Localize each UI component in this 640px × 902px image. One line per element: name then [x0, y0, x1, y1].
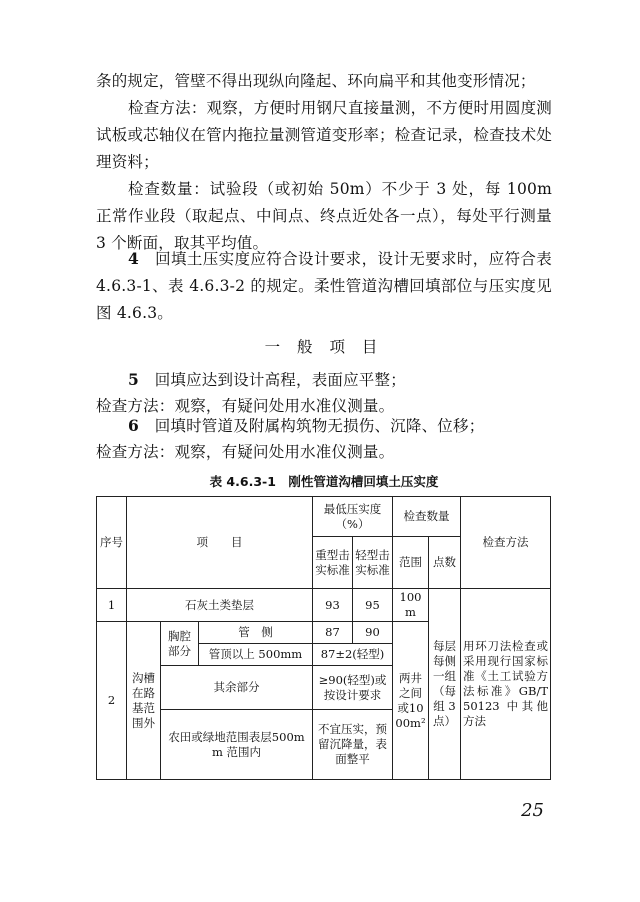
row-light: 90	[353, 622, 393, 644]
paragraph-deformation-rule: 条的规定，管壁不得出现纵向隆起、环向扁平和其他变形情况；	[96, 72, 536, 90]
row-heavy: 93	[313, 589, 353, 622]
row-value: 87±2(轻型)	[313, 644, 393, 666]
row-item: 石灰土类垫层	[127, 589, 313, 622]
paragraph-item-6	[96, 412, 552, 440]
table-header-row	[97, 497, 551, 537]
row-value: 不宜压实，预留沉降量，表面整平	[313, 710, 393, 780]
paragraph-item-5	[96, 366, 552, 394]
header-range: 范围	[393, 537, 429, 589]
section-heading: 一 般 项 目	[264, 338, 384, 356]
item-number: 4	[128, 249, 139, 268]
item-text: 回填土压实度应符合设计要求，设计无要求时，应符合表 4.6.3-1、表 4.6.3-2 的规定。柔性管道沟槽回填部位与压实度见图 4.6.3。	[96, 250, 552, 322]
header-points: 点数	[429, 537, 461, 589]
row-seq: 1	[97, 589, 127, 622]
header-item: 项 目	[127, 497, 313, 589]
header-heavy: 重型击实标准	[313, 537, 353, 589]
row-group: 沟槽在路基范围外	[127, 622, 161, 780]
page-number: 25	[521, 800, 544, 821]
compaction-table	[96, 496, 551, 780]
header-light: 轻型击实标准	[353, 537, 393, 589]
item-text: 回填应达到设计高程，表面应平整；	[154, 371, 406, 389]
paragraph-inspection-method: 检查方法：观察，方便时用钢尺直接量测，不方便时用圆度测试板或芯轴仪在管内拖拉量测管道变形率；检查记录，检查技术处理资料；	[96, 99, 552, 171]
item-number: 5	[128, 370, 139, 389]
item-text: 回填时管道及附属构筑物无损伤、沉降、位移；	[154, 417, 485, 435]
header-min-compaction: 最低压实度（%）	[313, 497, 393, 537]
paragraph-check-method-5: 检查方法：观察，有疑问处用水准仪测量。	[96, 397, 395, 415]
row-light: 95	[353, 589, 393, 622]
row-points: 每层每侧一组（每组 3 点）	[429, 589, 461, 780]
row-method: 用环刀法检查或采用现行国家标准《土工试验方法标准》GB/T 50123 中其他方法	[461, 589, 551, 780]
row-heavy: 87	[313, 622, 353, 644]
table-title: 表 4.6.3-1 刚性管道沟槽回填土压实度	[209, 474, 439, 489]
paragraph-inspection-quantity: 检查数量：试验段（或初始 50m）不少于 3 处，每 100m 正常作业段（取起点、中间点、终点近处各一点），每处平行测量 3 个断面，取其平均值。	[96, 180, 552, 252]
row-item: 农田或绿地范围表层500mm 范围内	[161, 710, 313, 780]
row-range: 两井之间或1000m²	[393, 622, 429, 780]
row-item: 管顶以上 500mm	[199, 644, 313, 666]
row-subgroup: 胸腔部分	[161, 622, 199, 666]
row-item: 其余部分	[161, 666, 313, 710]
paragraph-item-4	[96, 245, 552, 327]
header-method: 检查方法	[461, 497, 551, 589]
row-item: 管 侧	[199, 622, 313, 644]
item-number: 6	[128, 416, 139, 435]
row-seq: 2	[97, 622, 127, 780]
paragraph-check-method-6: 检查方法：观察，有疑问处用水准仪测量。	[96, 443, 395, 461]
row-range: 100m	[393, 589, 429, 622]
table-row	[97, 589, 551, 622]
header-seq: 序号	[97, 497, 127, 589]
header-check-quantity: 检查数量	[393, 497, 461, 537]
row-value: ≥90(轻型)或按设计要求	[313, 666, 393, 710]
